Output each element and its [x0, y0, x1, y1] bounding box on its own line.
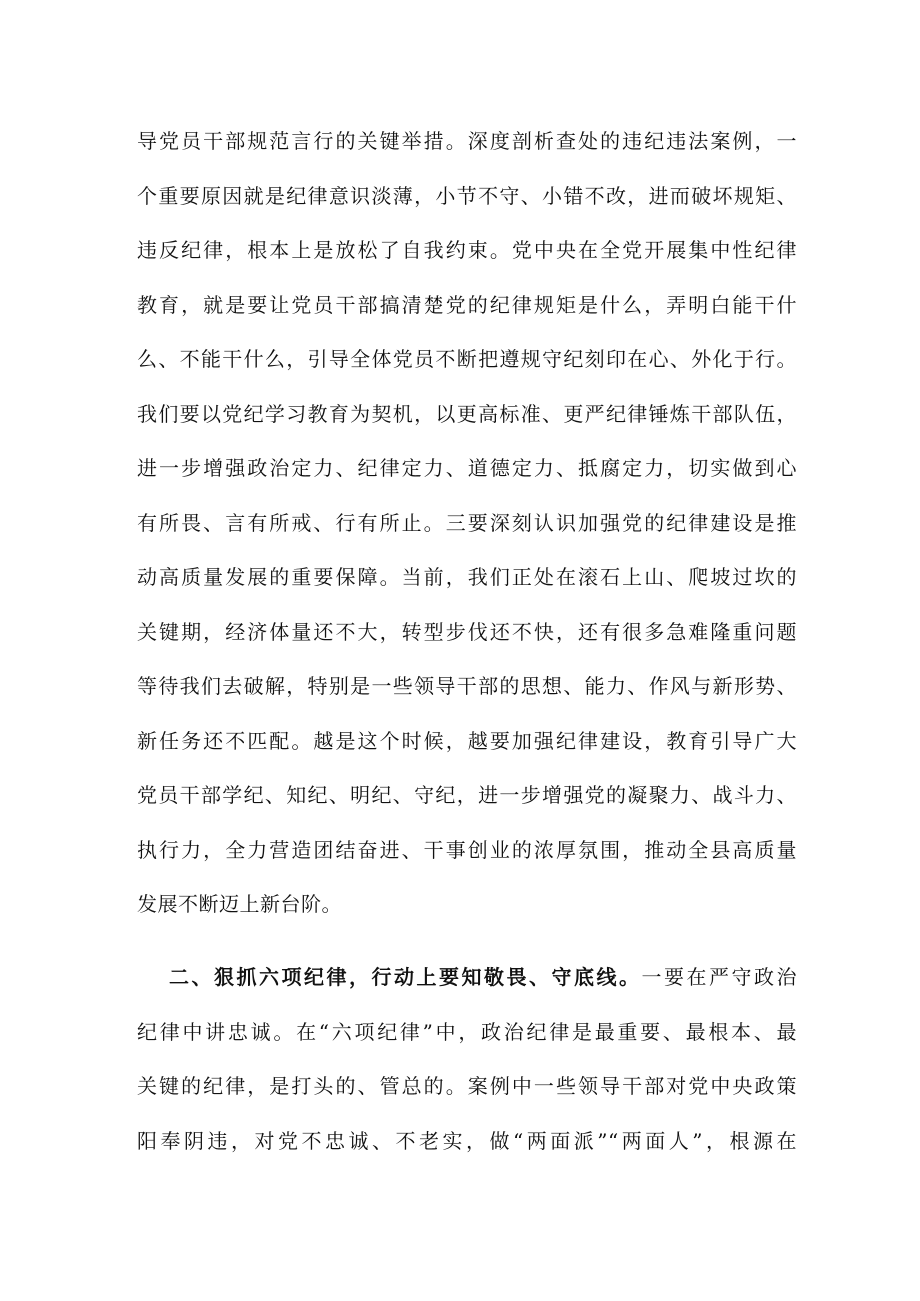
section-heading: 二、狠抓六项纪律，行动上要知敬畏、守底线。 — [169, 965, 642, 989]
text-line: 我们要以党纪学习教育为契机，以更高标准、更严纪律锤炼干部队伍， — [137, 401, 797, 426]
text-line: 个重要原因就是纪律意识淡薄，小节不守、小错不改，进而破坏规矩、 — [137, 183, 797, 208]
text-line: 么、不能干什么，引导全体党员不断把遵规守纪刻印在心、外化于行。 — [137, 347, 797, 371]
heading-line-rest: 一要在严守政治 — [641, 965, 797, 989]
text-line: 动高质量发展的重要保障。当前，我们正处在滚石上山、爬坡过坎的 — [137, 565, 797, 589]
text-line: 党员干部学纪、知纪、明纪、守纪，进一步增强党的凝聚力、战斗力、 — [137, 783, 797, 807]
text-line: 进一步增强政治定力、纪律定力、道德定力、抵腐定力，切实做到心 — [137, 456, 797, 480]
text-line: 违反纪律，根本上是放松了自我约束。党中央在全党开展集中性纪律 — [137, 238, 797, 262]
text-line: 新任务还不匹配。越是这个时候，越要加强纪律建设，教育引导广大 — [137, 728, 797, 753]
text-line: 等待我们去破解，特别是一些领导干部的思想、能力、作风与新形势、 — [137, 674, 797, 698]
text-line: 教育，就是要让党员干部搞清楚党的纪律规矩是什么，弄明白能干什 — [137, 292, 797, 317]
text-line: 导党员干部规范言行的关键举措。深度剖析查处的违纪违法案例，一 — [137, 129, 797, 153]
text-line: 执行力，全力营造团结奋进、干事创业的浓厚氛围，推动全县高质量 — [137, 837, 797, 862]
text-line: 有所畏、言有所戒、行有所止。三要深刻认识加强党的纪律建设是推 — [137, 510, 797, 535]
text-line: 阳奉阴违，对党不忠诚、不老实，做“两面派”“两面人”，根源在 — [137, 1128, 797, 1153]
text-line: 关键的纪律，是打头的、管总的。案例中一些领导干部对党中央政策 — [137, 1074, 797, 1098]
paragraph-six-disciplines — [137, 950, 797, 1168]
heading-line — [137, 950, 797, 1005]
paragraph-discipline-education — [137, 114, 797, 932]
text-line: 发展不断迈上新台阶。 — [137, 892, 342, 916]
text-line: 关键期，经济体量还不大，转型步伐还不快，还有很多急难隆重问题 — [137, 619, 797, 644]
text-line: 纪律中讲忠诚。在“六项纪律”中，政治纪律是最重要、最根本、最 — [137, 1019, 797, 1044]
